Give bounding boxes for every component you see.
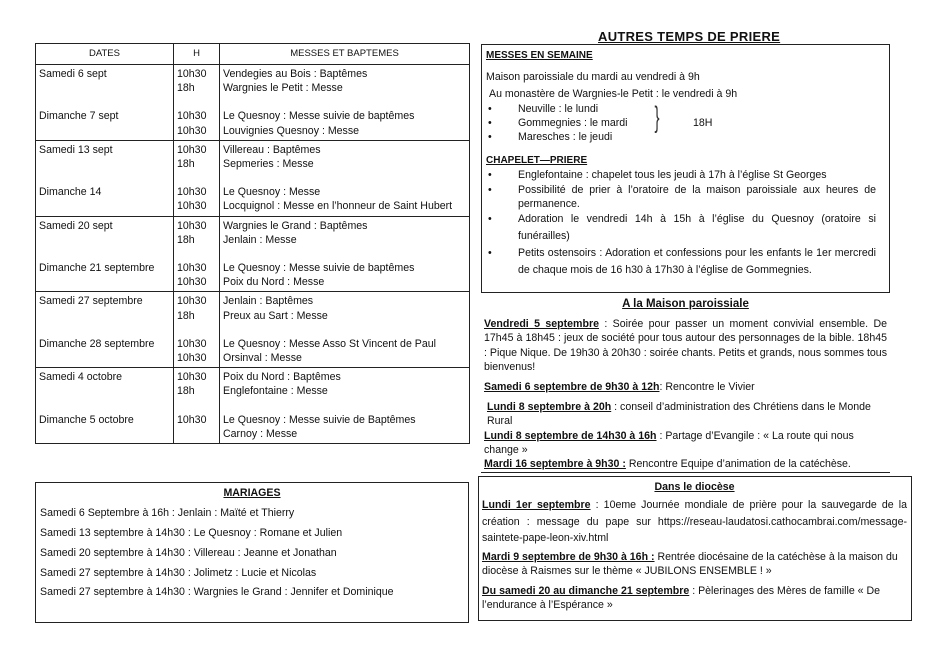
- schedule-week-row: [36, 292, 470, 368]
- diocese-event-3-date: Du samedi 20 au dimanche 21 septembre: [482, 585, 690, 598]
- schedule-date: Dimanche 14: [39, 186, 102, 199]
- schedule-mass: Wargnies le Grand : Baptêmes: [223, 219, 368, 232]
- maison-event-1: [484, 317, 887, 374]
- hour-cell: [174, 140, 220, 216]
- date-cell: [36, 292, 174, 368]
- semaine-item: • Gommegnies : le mardi: [518, 116, 884, 130]
- schedule-date: Dimanche 21 septembre: [39, 262, 155, 275]
- semaine-line2: Au monastère de Wargnies-le Petit : le vendredi à 9h: [489, 88, 738, 101]
- mass-cell: [220, 140, 470, 216]
- hour-cell: [174, 368, 220, 444]
- schedule-table: [35, 43, 470, 444]
- schedule-date: Samedi 6 sept: [39, 68, 107, 80]
- schedule-hour: 10h30: [177, 413, 207, 426]
- schedule-week-row: [36, 216, 470, 292]
- semaine-list-wrap: [486, 102, 884, 145]
- schedule-hour: 10h30: [177, 186, 207, 199]
- diocese-box: [478, 476, 912, 621]
- schedule-mass: Englefontaine : Messe: [223, 385, 328, 398]
- mariage-item: Samedi 27 septembre à 14h30 : Wargnies le Grand : Jennifer et Dominique: [40, 586, 394, 599]
- mariage-item: Samedi 6 Septembre à 16h : Jenlain : Maïté et Thierry: [40, 507, 295, 520]
- schedule-mass: Jenlain : Baptêmes: [223, 295, 314, 308]
- semaine-item: • Neuville : le lundi: [518, 102, 884, 116]
- maison-event-5-text: Rencontre Equipe d’animation de la catéchèse.: [625, 458, 851, 471]
- chapelet-title: CHAPELET—PRIERE: [486, 155, 588, 167]
- maison-event-2: [484, 380, 887, 394]
- maison-event-4-text: : Partage d’Evangile : « La route qui nous change »: [484, 429, 854, 456]
- schedule-hour: 10h30: [177, 124, 207, 137]
- mariages-title: MARIAGES: [223, 487, 281, 499]
- maison-event-3-text: : conseil d’administration des Chrétiens dans le Monde Rural: [487, 401, 871, 428]
- schedule-mass: Vendegies au Bois : Baptêmes: [223, 68, 368, 80]
- schedule-date: Dimanche 28 septembre: [39, 337, 155, 350]
- schedule-hour: 18h: [177, 158, 195, 171]
- schedule-mass: Jenlain : Messe: [223, 233, 297, 246]
- mass-cell: [220, 292, 470, 368]
- maison-event-5-date: Mardi 16 septembre à 9h30 :: [484, 458, 626, 471]
- mass-cell: [220, 216, 470, 292]
- maison-title: A la Maison paroissiale: [622, 298, 749, 310]
- semaine-time: 18H: [693, 116, 713, 129]
- date-cell: [36, 65, 174, 141]
- schedule-mass: Louvignies Quesnoy : Messe: [223, 124, 360, 137]
- semaine-title: MESSES EN SEMAINE: [486, 50, 593, 61]
- maison-event-4-date: Lundi 8 septembre de 14h30 à 16h: [484, 429, 657, 442]
- schedule-week-row: [36, 368, 470, 444]
- mariage-item: Samedi 20 septembre à 14h30 : Villereau : Jeanne et Jonathan: [40, 546, 337, 559]
- header-messes: MESSES ET BAPTEMES: [220, 44, 470, 65]
- mariage-item: Samedi 27 septembre à 14h30 : Jolimetz : Lucie et Nicolas: [40, 566, 317, 579]
- diocese-event-2-text: Rentrée diocésaine de la catéchèse à la maison du diocèse à Raismes sur le thème « JUBILONS ENSEMBLE ! »: [482, 550, 898, 577]
- hour-cell: [174, 65, 220, 141]
- schedule-hour: 18h: [177, 385, 195, 398]
- schedule-mass: Carnoy : Messe: [223, 427, 298, 440]
- date-cell: [36, 140, 174, 216]
- autres-title: AUTRES TEMPS DE PRIERE: [598, 29, 781, 44]
- schedule-week-row: [36, 65, 470, 141]
- diocese-event-2: [482, 550, 907, 578]
- chapelet-item: • Possibilité de prier à l’oratoire de la maison paroissiale aux heures de permanence.: [518, 183, 876, 211]
- schedule-hour: 10h30: [177, 110, 207, 123]
- schedule-hour: 10h30: [177, 352, 207, 365]
- hour-cell: [174, 216, 220, 292]
- mass-cell: [220, 368, 470, 444]
- schedule-hour: 10h30: [177, 371, 207, 384]
- date-cell: [36, 368, 174, 444]
- schedule-hour: 18h: [177, 82, 195, 95]
- mass-cell: [220, 65, 470, 141]
- mariage-item: Samedi 13 septembre à 14h30 : Le Quesnoy : Romane et Julien: [40, 527, 343, 539]
- maison-event-2-text: : Rencontre le Vivier: [659, 381, 755, 394]
- schedule-hour: 10h30: [177, 295, 207, 308]
- schedule-mass: Le Quesnoy : Messe Asso St Vincent de Paul: [223, 337, 436, 350]
- schedule-date: Samedi 4 octobre: [39, 371, 123, 384]
- mariages-list: [36, 500, 468, 599]
- schedule-body: [36, 65, 470, 444]
- schedule-date: Dimanche 5 octobre: [39, 413, 134, 426]
- schedule-mass: Le Quesnoy : Messe: [223, 186, 321, 199]
- semaine-list: [486, 102, 884, 145]
- maison-event-2-date: Samedi 6 septembre de 9h30 à 12h: [484, 381, 660, 394]
- schedule-mass: Le Quesnoy : Messe suivie de Baptêmes: [223, 413, 416, 426]
- diocese-event-1-date: Lundi 1er septembre: [482, 499, 591, 512]
- schedule-mass: Le Quesnoy : Messe suivie de baptêmes: [223, 110, 415, 123]
- schedule-date: Samedi 13 sept: [39, 143, 113, 156]
- schedule-hour: 18h: [177, 233, 195, 246]
- schedule-week-row: [36, 140, 470, 216]
- chapelet-item: • Englefontaine : chapelet tous les jeudi à 17h à l’église St Georges: [518, 168, 876, 182]
- schedule-date: Samedi 27 septembre: [39, 295, 143, 308]
- semaine-line1: Maison paroissiale du mardi au vendredi à 9h: [486, 71, 700, 84]
- schedule-mass: Wargnies le Petit : Messe: [223, 82, 343, 95]
- mariages-box: [35, 482, 469, 623]
- schedule-hour: 18h: [177, 309, 195, 322]
- brace-glyph: }: [654, 100, 660, 134]
- diocese-event-1: [482, 497, 907, 547]
- schedule-mass: Le Quesnoy : Messe suivie de baptêmes: [223, 262, 415, 275]
- schedule-date: Dimanche 7 sept: [39, 110, 119, 123]
- maison-event-3-date: Lundi 8 septembre à 20h: [487, 401, 612, 414]
- maison-event-5: [484, 457, 887, 471]
- schedule-hour: 10h30: [177, 200, 207, 213]
- schedule-mass: Villereau : Baptêmes: [223, 143, 321, 156]
- maison-event-4: [484, 429, 887, 457]
- header-dates: DATES: [36, 44, 174, 65]
- schedule-mass: Sepmeries : Messe: [223, 158, 314, 171]
- chapelet-item: • Adoration le vendredi 14h à 15h à l’église du Quesnoy (oratoire si funérailles): [518, 211, 876, 245]
- maison-event-1-date: Vendredi 5 septembre: [484, 318, 599, 331]
- diocese-event-2-date: Mardi 9 septembre de 9h30 à 16h :: [482, 550, 655, 563]
- hour-cell: [174, 292, 220, 368]
- maison-event-3: [484, 400, 887, 428]
- date-cell: [36, 216, 174, 292]
- chapelet-list: [486, 168, 884, 279]
- autres-box: [481, 44, 890, 293]
- diocese-event-3-text: : Pèlerinages des Mères de famille « De l’endurance à l’Espérance »: [482, 585, 881, 612]
- header-h: H: [174, 44, 220, 65]
- schedule-hour: 10h30: [177, 68, 207, 80]
- schedule-hour: 10h30: [177, 219, 207, 232]
- schedule-hour: 10h30: [177, 262, 207, 275]
- schedule-hour: 10h30: [177, 337, 207, 350]
- schedule-mass: Poix du Nord : Messe: [223, 276, 325, 289]
- schedule-date: Samedi 20 sept: [39, 219, 113, 232]
- diocese-event-3: [482, 584, 907, 612]
- schedule-mass: Poix du Nord : Baptêmes: [223, 371, 341, 384]
- schedule-hour: [177, 427, 216, 441]
- schedule-header-row: [36, 44, 470, 65]
- diocese-event-1-text: : 10eme Journée mondiale de prière pour la sauvegarde de la création : message du pape sur https://reseau-laudatosi.cathocambrai.com/message-saintete-pape-leon-xiv.html: [482, 499, 907, 545]
- chapelet-item: • Petits ostensoirs : Adoration et confessions pour les enfants le 1er mercredi de chaque mois de 16 h30 à 17h30 à l’église de Gommegnies.: [518, 245, 876, 279]
- maison-section: [481, 297, 890, 473]
- schedule-mass: Preux au Sart : Messe: [223, 309, 328, 322]
- schedule-hour: 10h30: [177, 276, 207, 289]
- diocese-title: Dans le diocèse: [654, 481, 735, 493]
- maison-event-1-text: : Soirée pour passer un moment convivial ensemble. De 17h45 à 18h45 : jeux de société pour tous autour des personnages de la bible. 18h45 : Pique Nique. De 19h30 à 20h30 : soirée chants. Petits et grands, nous sommes tous bienvenus!: [484, 318, 887, 373]
- schedule-mass: Locquignol : Messe en l’honneur de Saint Hubert: [223, 200, 453, 213]
- semaine-item: • Maresches : le jeudi: [518, 130, 884, 144]
- schedule-mass: Orsinval : Messe: [223, 352, 302, 365]
- schedule-hour: 10h30: [177, 143, 207, 156]
